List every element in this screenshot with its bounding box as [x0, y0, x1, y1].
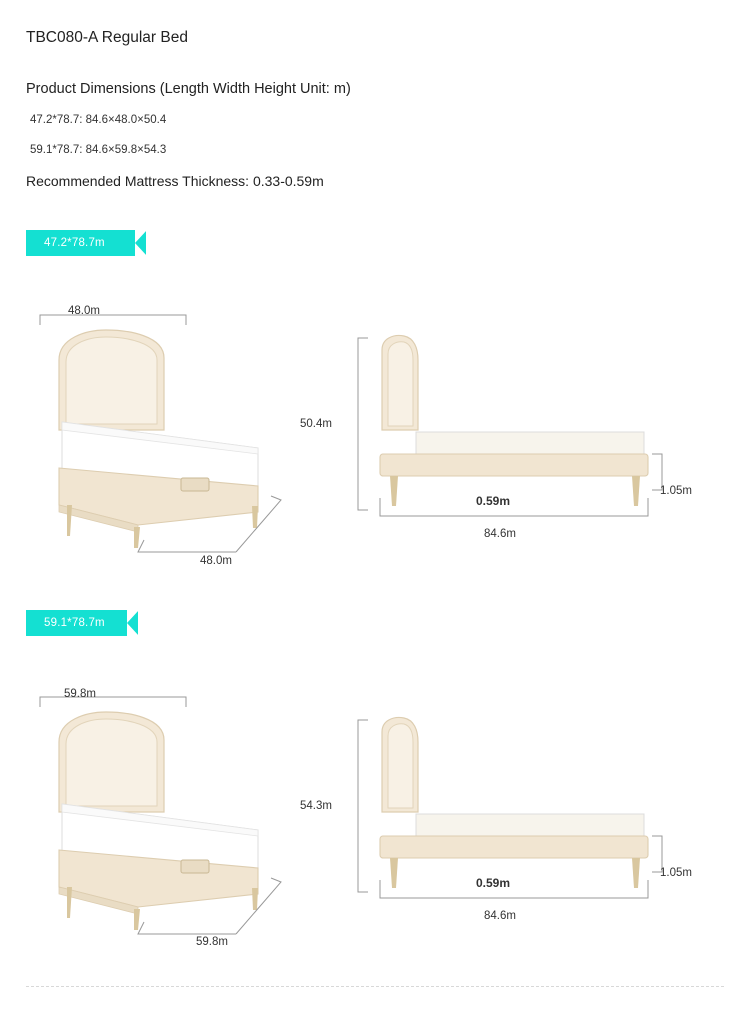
- side-height-label-1: 50.4m: [300, 418, 332, 430]
- dimensions-heading: Product Dimensions (Length Width Height Unit: m): [26, 81, 351, 97]
- variant-tag-2-label: 59.1*78.7m: [44, 617, 105, 629]
- variant-tag-1: [26, 230, 146, 256]
- page-title: TBC080-A Regular Bed: [26, 29, 188, 46]
- front-width-bottom-label-1: 48.0m: [200, 555, 232, 567]
- side-height-label-2: 54.3m: [300, 800, 332, 812]
- side-mattress-height-label-1: 0.59m: [476, 494, 511, 508]
- bed-front-view-1: [26, 300, 326, 570]
- front-width-bottom-label-2: 59.8m: [196, 936, 228, 948]
- bed-front-view-2: [26, 682, 326, 952]
- footer-divider: [26, 986, 724, 987]
- bed-side-view-2: [350, 702, 690, 932]
- variant-tag-2: [26, 610, 138, 636]
- side-base-height-label-2: 1.05m: [660, 867, 692, 879]
- dimension-line-2: 59.1*78.7: 84.6×59.8×54.3: [30, 144, 167, 156]
- variant-tag-1-label: 47.2*78.7m: [44, 237, 105, 249]
- mattress-thickness-note: Recommended Mattress Thickness: 0.33-0.59m: [26, 173, 324, 189]
- front-width-top-label-1: 48.0m: [68, 305, 100, 317]
- bed-side-view-1: [350, 320, 690, 550]
- front-width-top-label-2: 59.8m: [64, 688, 96, 700]
- side-base-height-label-1: 1.05m: [660, 485, 692, 497]
- side-length-label-1: 84.6m: [484, 528, 516, 540]
- dimension-line-1: 47.2*78.7: 84.6×48.0×50.4: [30, 114, 167, 126]
- side-length-label-2: 84.6m: [484, 910, 516, 922]
- side-mattress-height-label-2: 0.59m: [476, 876, 511, 890]
